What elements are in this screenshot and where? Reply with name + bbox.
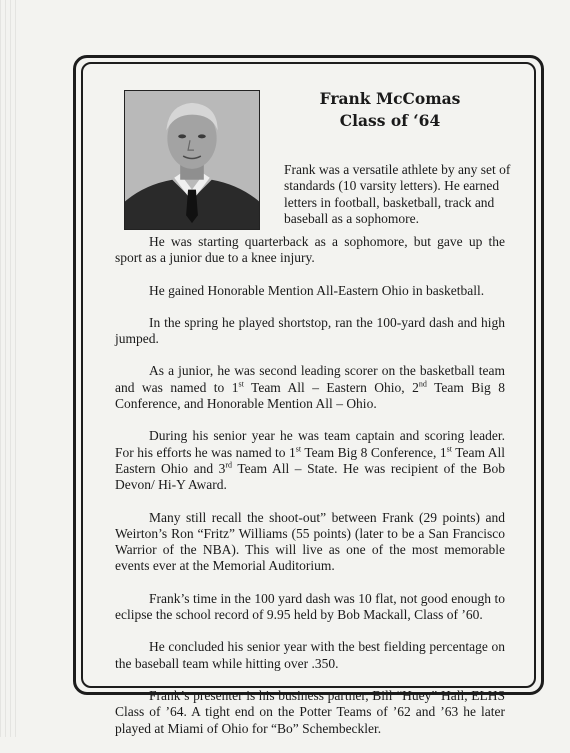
body-text [115,234,505,753]
intro-paragraph: Frank was a versatile athlete by any set of standards (10 varsity letters). He earned letters in football, basketball, track and baseball as a sophomore. [284,162,511,226]
paragraph: He concluded his senior year with the best fielding percentage on the baseball team while hitting over .350. [115,639,505,671]
paragraph: During his senior year he was team captain and scoring leader. For his efforts he was named to 1st Team Big 8 Conference, 1st Team All Eastern Ohio and 3rd Team All – State. He was recipient of the Bob Devon/ Hi-Y Award. [115,428,505,493]
title-class: Class of ‘64 [339,111,441,130]
page-title [300,88,480,132]
paragraph: Many still recall the shoot-out” between Frank (29 points) and Weirton’s Ron “Fritz” Williams (55 points) (later to be a San Francisco Warrior of the NBA). This will live as one of the most memorable events ever at the Memorial Auditorium. [115,509,505,574]
paragraph: He gained Honorable Mention All-Eastern Ohio in basketball. [149,282,485,298]
paragraph: As a junior, he was second leading scorer on the basketball team and was named to 1st Team All – Eastern Ohio, 2nd Team Big 8 Conference, and Honorable Mention All – Ohio. [115,363,505,412]
paragraph: In the spring he played shortstop, ran the 100-yard dash and high jumped. [115,314,505,347]
page-edge-lines [0,0,20,737]
paragraph: He was starting quarterback as a sophomore, but gave up the sport as a junior due to a knee injury. [115,234,505,266]
paragraph: Frank’s time in the 100 yard dash was 10 flat, not good enough to eclipse the school record of 9.95 held by Bob Mackall, Class of ’60. [115,590,505,623]
paragraph: Frank’s presenter is his business partner, Bill “Huey” Hall, ELHS Class of ’64. A tight end on the Potter Teams of ’62 and ’63 he later played at Miami of Ohio for “Bo” Schembeckler. [115,687,505,736]
portrait-photo [124,90,260,230]
title-name: Frank McComas [319,89,461,108]
